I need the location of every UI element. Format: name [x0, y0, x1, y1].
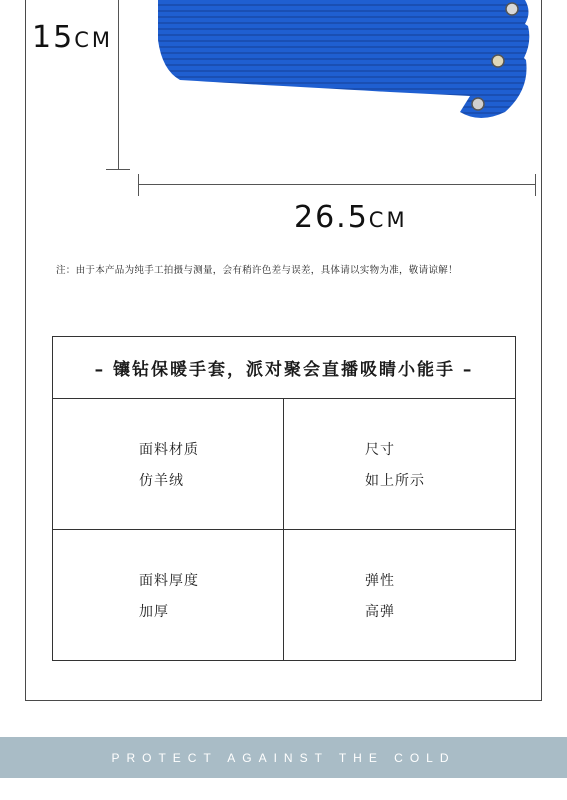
width-measure-tick-left — [138, 174, 139, 196]
height-measure-tick — [106, 169, 130, 170]
spec-value: 如上所示 — [365, 473, 425, 489]
glove-image — [140, 0, 540, 125]
banner-text: PROTECT AGAINST THE COLD — [111, 750, 456, 765]
width-measure-line — [138, 184, 536, 185]
spec-cell-material — [53, 399, 284, 530]
spec-title: – 镶钻保暖手套，派对聚会直播吸睛小能手 – — [53, 337, 515, 399]
spec-cell-thickness — [53, 530, 284, 660]
footer-banner — [0, 737, 567, 778]
spec-value: 高弹 — [365, 604, 395, 620]
width-dimension — [294, 200, 408, 235]
height-unit: CM — [74, 28, 113, 52]
spec-label: 面料厚度 — [139, 573, 199, 589]
spec-label: 面料材质 — [139, 442, 199, 458]
width-value: 26.5 — [294, 200, 369, 235]
spec-cell-size — [284, 399, 515, 530]
height-measure-line — [118, 0, 119, 170]
spec-label: 尺寸 — [365, 442, 395, 458]
width-unit: CM — [368, 208, 408, 232]
spec-cell-elasticity — [284, 530, 515, 660]
height-dimension — [32, 20, 113, 55]
spec-table — [52, 336, 516, 661]
spec-value: 仿羊绒 — [139, 473, 184, 489]
spec-label: 弹性 — [365, 573, 395, 589]
height-value: 15 — [32, 20, 75, 55]
spec-value: 加厚 — [139, 604, 169, 620]
width-measure-tick-right — [535, 174, 536, 196]
disclaimer-note: 注：由于本产品为纯手工拍摄与测量，会有稍许色差与误差，具体请以实物为准，敬请谅解！ — [56, 265, 458, 276]
